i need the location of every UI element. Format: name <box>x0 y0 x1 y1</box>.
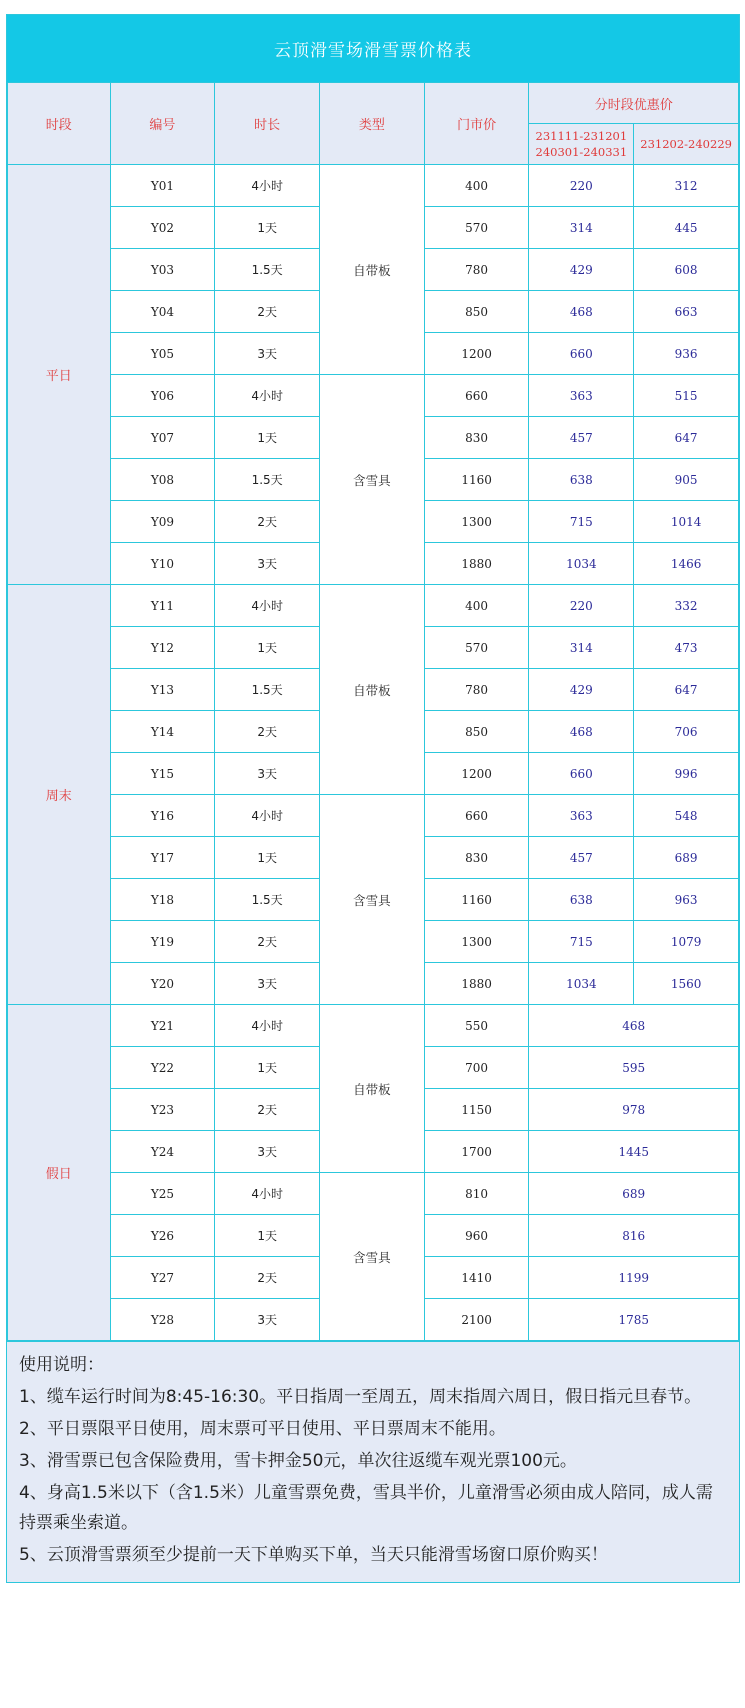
ticket-code: Y25 <box>110 1173 215 1215</box>
ticket-code: Y01 <box>110 165 215 207</box>
usage-note-1: 1、缆车运行时间为8:45-16:30。平日指周一至周五，周末指周六周日，假日指元旦春节。 <box>19 1387 702 1407</box>
table-row <box>8 585 739 627</box>
usage-notes-heading: 使用说明： <box>19 1355 104 1375</box>
ticket-code: Y07 <box>110 417 215 459</box>
page-title: 云顶滑雪场滑雪票价格表 <box>7 15 739 82</box>
discount-price-a: 1034 <box>529 543 634 585</box>
ticket-duration: 1.5天 <box>215 459 320 501</box>
market-price: 830 <box>424 837 529 879</box>
discount-price-b: 963 <box>634 879 739 921</box>
ticket-duration: 2天 <box>215 291 320 333</box>
discount-price-a: 429 <box>529 249 634 291</box>
ticket-duration: 1天 <box>215 1215 320 1257</box>
header-period: 时段 <box>8 83 111 165</box>
price-sheet <box>6 14 740 1583</box>
period-label: 假日 <box>8 1005 111 1341</box>
discount-price-a: 220 <box>529 165 634 207</box>
market-price: 1150 <box>424 1089 529 1131</box>
header-duration: 时长 <box>215 83 320 165</box>
market-price: 1160 <box>424 459 529 501</box>
ticket-code: Y10 <box>110 543 215 585</box>
ticket-duration: 4小时 <box>215 165 320 207</box>
ticket-duration: 2天 <box>215 921 320 963</box>
market-price: 400 <box>424 165 529 207</box>
market-price: 1160 <box>424 879 529 921</box>
discount-price-b: 1014 <box>634 501 739 543</box>
discount-price-a: 660 <box>529 753 634 795</box>
discount-price-a: 220 <box>529 585 634 627</box>
discount-price-a: 314 <box>529 627 634 669</box>
ticket-code: Y20 <box>110 963 215 1005</box>
discount-price-b: 936 <box>634 333 739 375</box>
discount-price-a: 429 <box>529 669 634 711</box>
header-type: 类型 <box>320 83 425 165</box>
ticket-duration: 2天 <box>215 1257 320 1299</box>
ticket-duration: 3天 <box>215 753 320 795</box>
ticket-duration: 4小时 <box>215 1173 320 1215</box>
price-table-body <box>8 165 739 1341</box>
discount-price-a: 638 <box>529 459 634 501</box>
discount-price-a: 715 <box>529 921 634 963</box>
ticket-code: Y14 <box>110 711 215 753</box>
discount-price-a: 457 <box>529 417 634 459</box>
usage-note-5: 5、云顶滑雪票须至少提前一天下单购买下单，当天只能滑雪场窗口原价购买！ <box>19 1545 608 1565</box>
discount-price: 595 <box>529 1047 739 1089</box>
ticket-duration: 1天 <box>215 837 320 879</box>
discount-price: 1785 <box>529 1299 739 1341</box>
discount-price-a: 1034 <box>529 963 634 1005</box>
period-label: 平日 <box>8 165 111 585</box>
discount-price-b: 608 <box>634 249 739 291</box>
usage-note-4: 4、身高1.5米以下（含1.5米）儿童雪票免费，雪具半价，儿童滑雪必须由成人陪同，成人需持票乘坐索道。 <box>19 1483 713 1533</box>
market-price: 570 <box>424 207 529 249</box>
ticket-duration: 1.5天 <box>215 249 320 291</box>
ticket-code: Y05 <box>110 333 215 375</box>
discount-price-b: 1560 <box>634 963 739 1005</box>
ticket-duration: 1.5天 <box>215 669 320 711</box>
price-table <box>7 82 739 1341</box>
ticket-code: Y17 <box>110 837 215 879</box>
market-price: 1200 <box>424 333 529 375</box>
market-price: 700 <box>424 1047 529 1089</box>
ticket-duration: 3天 <box>215 543 320 585</box>
ticket-code: Y08 <box>110 459 215 501</box>
discount-price-b: 905 <box>634 459 739 501</box>
header-discount: 分时段优惠价 <box>529 83 739 124</box>
discount-price-a: 715 <box>529 501 634 543</box>
ticket-duration: 2天 <box>215 501 320 543</box>
header-discount-range-b: 231202-240229 <box>634 124 739 165</box>
table-row <box>8 165 739 207</box>
discount-price: 816 <box>529 1215 739 1257</box>
market-price: 570 <box>424 627 529 669</box>
ticket-duration: 1.5天 <box>215 879 320 921</box>
market-price: 780 <box>424 669 529 711</box>
discount-price-b: 548 <box>634 795 739 837</box>
discount-price-a: 468 <box>529 711 634 753</box>
ticket-code: Y11 <box>110 585 215 627</box>
ticket-code: Y27 <box>110 1257 215 1299</box>
ticket-duration: 1天 <box>215 627 320 669</box>
discount-price-b: 312 <box>634 165 739 207</box>
market-price: 1300 <box>424 501 529 543</box>
market-price: 850 <box>424 711 529 753</box>
discount-price-a: 314 <box>529 207 634 249</box>
header-discount-range-a <box>529 124 634 165</box>
discount-price-a: 457 <box>529 837 634 879</box>
table-row <box>8 375 739 417</box>
discount-price-b: 515 <box>634 375 739 417</box>
market-price: 660 <box>424 795 529 837</box>
ticket-duration: 4小时 <box>215 585 320 627</box>
market-price: 850 <box>424 291 529 333</box>
ticket-code: Y02 <box>110 207 215 249</box>
discount-price-a: 363 <box>529 795 634 837</box>
discount-price: 689 <box>529 1173 739 1215</box>
discount-price-b: 445 <box>634 207 739 249</box>
discount-price-b: 996 <box>634 753 739 795</box>
discount-price-b: 689 <box>634 837 739 879</box>
ticket-duration: 3天 <box>215 1131 320 1173</box>
discount-range-a-line2: 240301-240331 <box>535 145 628 159</box>
table-row <box>8 1173 739 1215</box>
discount-price-b: 663 <box>634 291 739 333</box>
period-label: 周末 <box>8 585 111 1005</box>
ticket-type: 含雪具 <box>320 1173 425 1341</box>
ticket-duration: 3天 <box>215 963 320 1005</box>
market-price: 830 <box>424 417 529 459</box>
discount-price-a: 638 <box>529 879 634 921</box>
market-price: 2100 <box>424 1299 529 1341</box>
ticket-duration: 1天 <box>215 417 320 459</box>
market-price: 550 <box>424 1005 529 1047</box>
market-price: 810 <box>424 1173 529 1215</box>
discount-price-b: 1079 <box>634 921 739 963</box>
header-market-price: 门市价 <box>424 83 529 165</box>
ticket-type: 含雪具 <box>320 795 425 1005</box>
ticket-duration: 4小时 <box>215 375 320 417</box>
ticket-duration: 4小时 <box>215 795 320 837</box>
header-code: 编号 <box>110 83 215 165</box>
ticket-duration: 1天 <box>215 207 320 249</box>
usage-note-2: 2、平日票限平日使用，周末票可平日使用、平日票周末不能用。 <box>19 1419 506 1439</box>
ticket-duration: 2天 <box>215 1089 320 1131</box>
market-price: 400 <box>424 585 529 627</box>
usage-notes <box>7 1341 739 1582</box>
discount-price: 1445 <box>529 1131 739 1173</box>
discount-price: 978 <box>529 1089 739 1131</box>
ticket-code: Y19 <box>110 921 215 963</box>
ticket-type: 自带板 <box>320 165 425 375</box>
discount-price-b: 473 <box>634 627 739 669</box>
market-price: 780 <box>424 249 529 291</box>
ticket-code: Y15 <box>110 753 215 795</box>
market-price: 1700 <box>424 1131 529 1173</box>
discount-price-a: 363 <box>529 375 634 417</box>
market-price: 1200 <box>424 753 529 795</box>
ticket-code: Y04 <box>110 291 215 333</box>
ticket-code: Y28 <box>110 1299 215 1341</box>
market-price: 1300 <box>424 921 529 963</box>
discount-range-a-line1: 231111-231201 <box>535 129 628 143</box>
ticket-code: Y06 <box>110 375 215 417</box>
ticket-code: Y23 <box>110 1089 215 1131</box>
ticket-code: Y12 <box>110 627 215 669</box>
market-price: 1880 <box>424 543 529 585</box>
ticket-code: Y09 <box>110 501 215 543</box>
ticket-code: Y13 <box>110 669 215 711</box>
discount-price: 468 <box>529 1005 739 1047</box>
discount-price-b: 1466 <box>634 543 739 585</box>
ticket-code: Y24 <box>110 1131 215 1173</box>
table-row <box>8 1005 739 1047</box>
ticket-type: 自带板 <box>320 1005 425 1173</box>
ticket-duration: 4小时 <box>215 1005 320 1047</box>
ticket-code: Y26 <box>110 1215 215 1257</box>
ticket-duration: 3天 <box>215 333 320 375</box>
discount-price: 1199 <box>529 1257 739 1299</box>
discount-price-b: 332 <box>634 585 739 627</box>
usage-note-3: 3、滑雪票已包含保险费用，雪卡押金50元，单次往返缆车观光票100元。 <box>19 1451 577 1471</box>
ticket-duration: 1天 <box>215 1047 320 1089</box>
ticket-type: 含雪具 <box>320 375 425 585</box>
discount-price-a: 468 <box>529 291 634 333</box>
discount-price-b: 647 <box>634 417 739 459</box>
ticket-code: Y03 <box>110 249 215 291</box>
discount-price-b: 706 <box>634 711 739 753</box>
ticket-code: Y18 <box>110 879 215 921</box>
ticket-code: Y21 <box>110 1005 215 1047</box>
market-price: 660 <box>424 375 529 417</box>
discount-price-a: 660 <box>529 333 634 375</box>
market-price: 960 <box>424 1215 529 1257</box>
ticket-code: Y16 <box>110 795 215 837</box>
ticket-duration: 3天 <box>215 1299 320 1341</box>
ticket-type: 自带板 <box>320 585 425 795</box>
market-price: 1410 <box>424 1257 529 1299</box>
discount-price-b: 647 <box>634 669 739 711</box>
table-row <box>8 795 739 837</box>
ticket-code: Y22 <box>110 1047 215 1089</box>
ticket-duration: 2天 <box>215 711 320 753</box>
market-price: 1880 <box>424 963 529 1005</box>
